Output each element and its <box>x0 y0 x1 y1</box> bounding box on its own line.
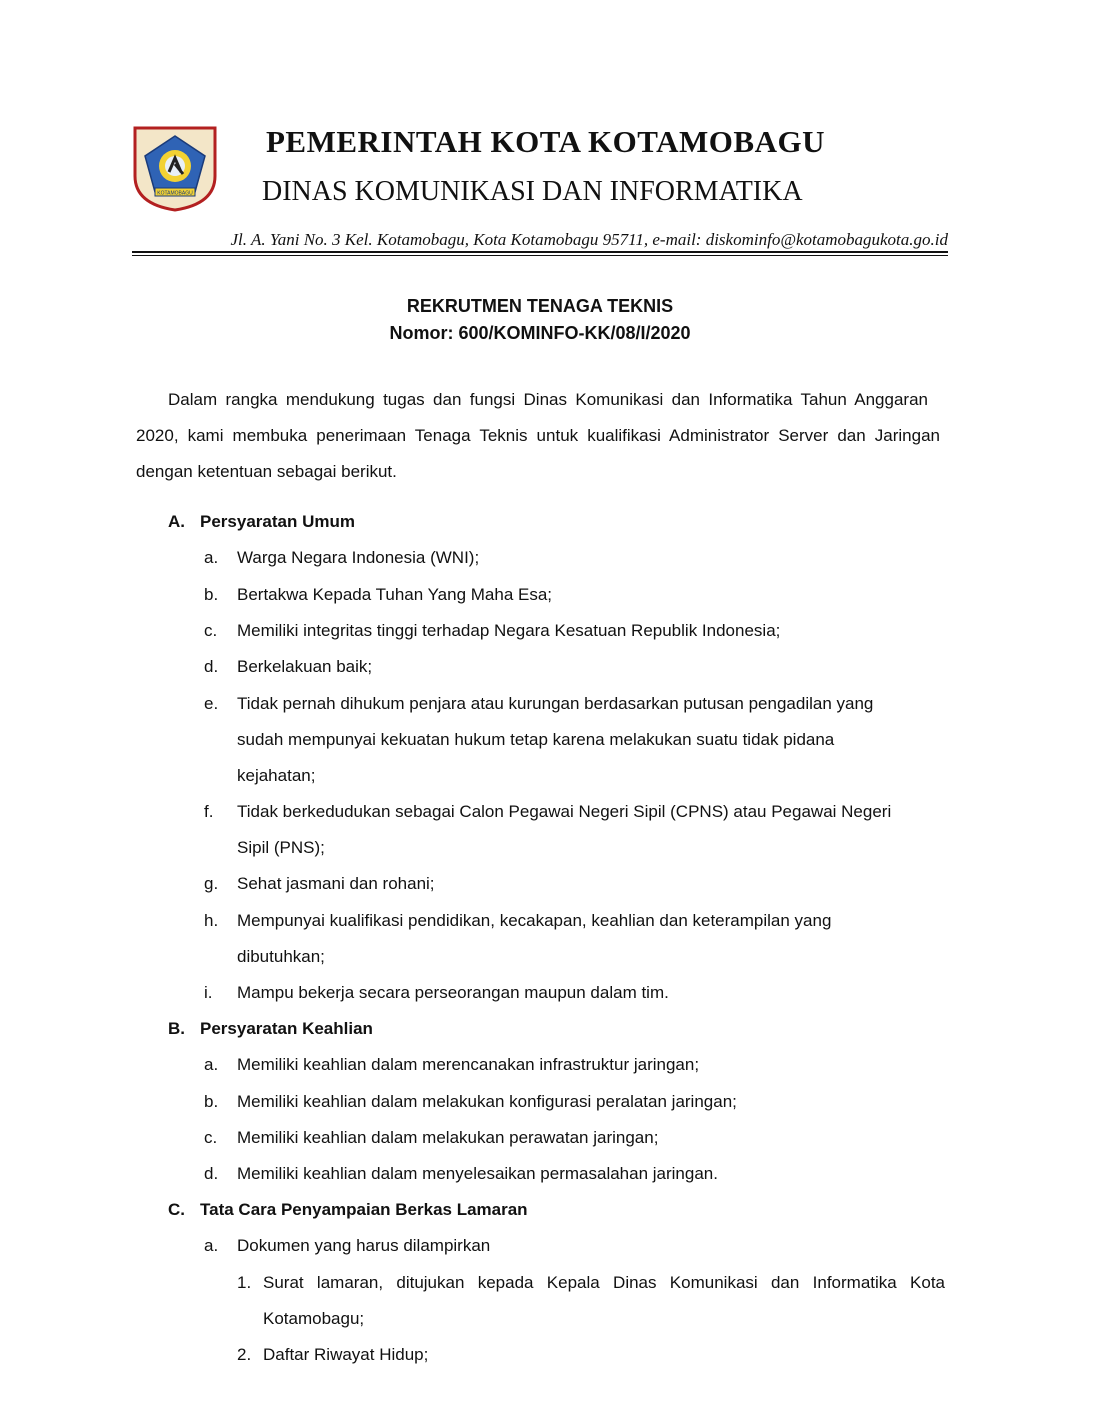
intro-line-2: 2020, kami membuka penerimaan Tenaga Teknis untuk kualifikasi Administrator Server dan Jaringan <box>136 426 940 445</box>
section-b-heading: Persyaratan Keahlian <box>200 1019 373 1038</box>
list-item: Mempunyai kualifikasi pendidikan, kecakapan, keahlian dan keterampilan yang <box>237 911 832 930</box>
list-item-continuation: kejahatan; <box>237 766 316 785</box>
list-item-continuation: sudah mempunyai kekuatan hukum tetap karena melakukan suatu tidak pidana <box>237 730 835 749</box>
list-marker: i. <box>204 983 213 1002</box>
list-marker: c. <box>204 621 218 640</box>
list-item-continuation: dibutuhkan; <box>237 947 325 966</box>
sublist-item: Surat lamaran, ditujukan kepada Kepala Dinas Komunikasi dan Informatika Kota <box>263 1273 945 1292</box>
list-marker: a. <box>204 548 219 567</box>
list-item: Memiliki keahlian dalam merencanakan infrastruktur jaringan; <box>237 1055 700 1074</box>
list-item: Berkelakuan baik; <box>237 657 373 676</box>
section-a-heading: Persyaratan Umum <box>200 512 355 531</box>
list-marker: b. <box>204 1092 219 1111</box>
list-marker: d. <box>204 1164 219 1183</box>
intro-line-1: Dalam rangka mendukung tugas dan fungsi Dinas Komunikasi dan Informatika Tahun Anggaran <box>168 390 928 409</box>
list-item: Memiliki keahlian dalam melakukan konfigurasi peralatan jaringan; <box>237 1092 737 1111</box>
sublist-item: Daftar Riwayat Hidup; <box>263 1345 429 1364</box>
list-marker: g. <box>204 874 219 893</box>
list-marker: c. <box>204 1128 218 1147</box>
list-item-continuation: Sipil (PNS); <box>237 838 325 857</box>
list-item: Tidak pernah dihukum penjara atau kurungan berdasarkan putusan pengadilan yang <box>237 694 874 713</box>
city-emblem-icon <box>131 124 219 212</box>
section-c-letter: C. <box>168 1200 185 1219</box>
list-marker: d. <box>204 657 219 676</box>
government-name: PEMERINTAH KOTA KOTAMOBAGU <box>266 124 825 159</box>
list-marker: b. <box>204 585 219 604</box>
sublist-marker: 2. <box>237 1345 252 1364</box>
list-item: Memiliki keahlian dalam menyelesaikan permasalahan jaringan. <box>237 1164 718 1183</box>
list-marker: f. <box>204 802 214 821</box>
document-number: Nomor: 600/KOMINFO-KK/08/I/2020 <box>389 323 691 343</box>
logo-banner-text: KOTAMOBAGU <box>157 190 193 197</box>
sublist-item-continuation: Kotamobagu; <box>263 1309 365 1328</box>
list-item: Memiliki integritas tinggi terhadap Negara Kesatuan Republik Indonesia; <box>237 621 781 640</box>
letterhead-rule-thin <box>132 255 948 256</box>
list-marker: a. <box>204 1236 219 1255</box>
document-title: REKRUTMEN TENAGA TEKNIS <box>406 296 674 316</box>
list-marker: h. <box>204 911 219 930</box>
letterhead-rule-thick <box>132 251 948 253</box>
section-c-heading: Tata Cara Penyampaian Berkas Lamaran <box>200 1200 528 1219</box>
list-marker: e. <box>204 694 219 713</box>
department-name: DINAS KOMUNIKASI DAN INFORMATIKA <box>262 176 803 207</box>
list-item: Sehat jasmani dan rohani; <box>237 874 435 893</box>
list-item: Warga Negara Indonesia (WNI); <box>237 548 480 567</box>
sublist-marker: 1. <box>237 1273 252 1292</box>
letterhead-address: Jl. A. Yani No. 3 Kel. Kotamobagu, Kota Kotamobagu 95711, e-mail: diskominfo@kotamobagukota.go.id <box>230 230 948 249</box>
list-marker: a. <box>204 1055 219 1074</box>
list-item: Mampu bekerja secara perseorangan maupun dalam tim. <box>237 983 669 1002</box>
list-item: Bertakwa Kepada Tuhan Yang Maha Esa; <box>237 585 553 604</box>
list-item: Memiliki keahlian dalam melakukan perawatan jaringan; <box>237 1128 659 1147</box>
intro-line-3: dengan ketentuan sebagai berikut. <box>136 462 397 481</box>
section-b-letter: B. <box>168 1019 185 1038</box>
section-a-letter: A. <box>168 512 185 531</box>
list-item: Dokumen yang harus dilampirkan <box>237 1236 491 1255</box>
list-item: Tidak berkedudukan sebagai Calon Pegawai Negeri Sipil (CPNS) atau Pegawai Negeri <box>237 802 892 821</box>
